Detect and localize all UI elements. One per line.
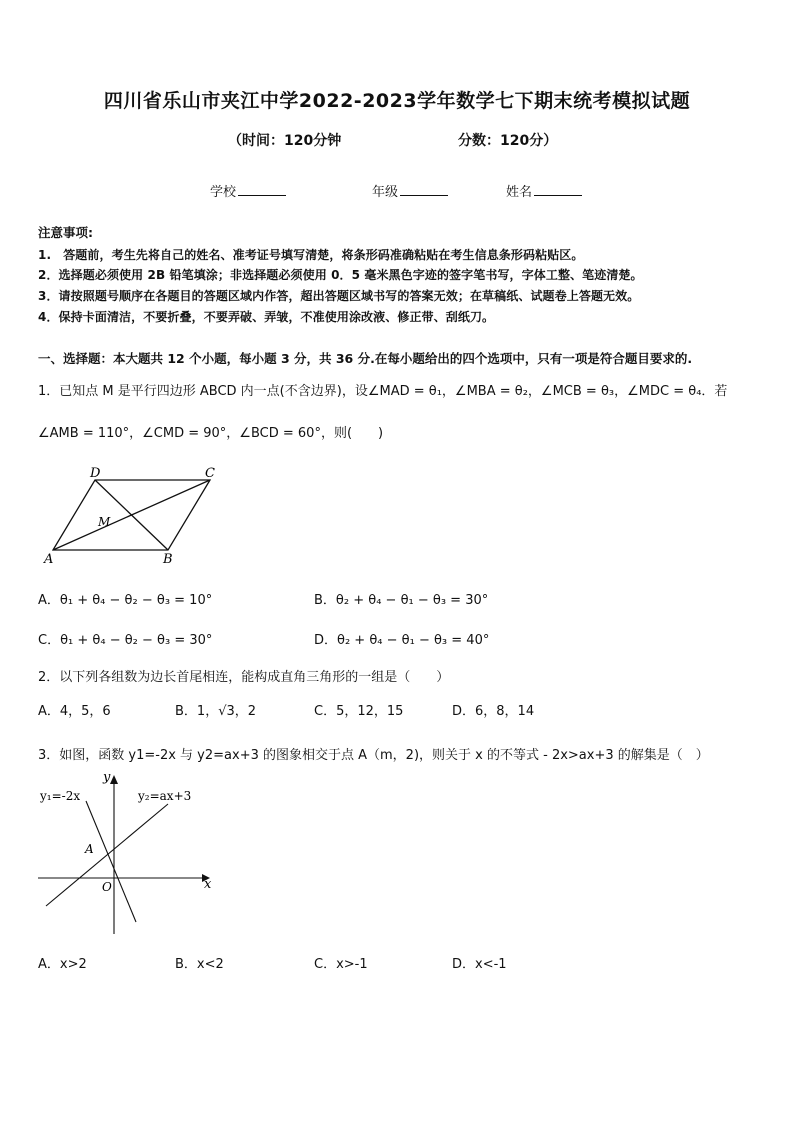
- q1-option-d[interactable]: D．θ₂ + θ₄ − θ₁ − θ₃ = 40°: [314, 633, 490, 648]
- q3-stem: 3．如图，函数 y1=-2x 与 y2=ax+3 的图象相交于点 A（m，2)，则关于 x 的不等式 - 2x>ax+3 的解集是（ ）: [38, 748, 709, 763]
- y1-line-label: y₁=-2x: [40, 789, 81, 803]
- point-a-label: A: [85, 842, 94, 856]
- name-blank[interactable]: [534, 183, 582, 196]
- vertex-b-label: B: [163, 552, 173, 567]
- q2-option-a[interactable]: A．4，5，6: [38, 704, 111, 719]
- page-title: 四川省乐山市夹江中学2022-2023学年数学七下期末统考模拟试题: [103, 90, 691, 112]
- q1-option-c[interactable]: C．θ₁ + θ₄ − θ₂ − θ₃ = 30°: [38, 633, 213, 648]
- q2-option-d[interactable]: D．6，8，14: [452, 704, 535, 719]
- q1-stem-line1: 1．已知点 M 是平行四边形 ABCD 内一点(不含边界)，设∠MAD = θ₁，∠MBA = θ₂，∠MCB = θ₃，∠MDC = θ₄．若: [38, 384, 728, 399]
- y2-line-label: y₂=ax+3: [138, 789, 192, 803]
- note-item: 1. 答题前，考生先将自己的姓名、准考证号填写清楚，将条形码准确粘贴在考生信息条形码粘贴区。: [38, 248, 584, 262]
- note-item: 4．保持卡面清洁，不要折叠，不要弄破、弄皱，不准使用涂改液、修正带、刮纸刀。: [38, 310, 495, 324]
- q3-option-d[interactable]: D．x<-1: [452, 957, 507, 972]
- q3-option-b[interactable]: B．x<2: [175, 957, 224, 972]
- school-field[interactable]: [210, 181, 286, 200]
- name-label: 姓名: [506, 185, 533, 200]
- vertex-c-label: C: [205, 466, 215, 481]
- school-label: 学校: [210, 185, 237, 200]
- school-blank[interactable]: [238, 183, 286, 196]
- vertex-d-label: D: [90, 466, 101, 481]
- q1-option-b[interactable]: B．θ₂ + θ₄ − θ₁ − θ₃ = 30°: [314, 593, 489, 608]
- x-axis-label: x: [204, 877, 212, 892]
- exam-score: 分数：120分）: [458, 133, 558, 149]
- grade-blank[interactable]: [400, 183, 448, 196]
- exam-time: （时间：120分钟: [228, 133, 342, 149]
- parallelogram-figure: [36, 462, 236, 572]
- vertex-a-label: A: [44, 552, 54, 567]
- q2-option-c[interactable]: C．5，12，15: [314, 704, 404, 719]
- notes-heading: 注意事项:: [38, 225, 93, 240]
- y-axis-label: y: [103, 770, 111, 785]
- name-field[interactable]: [506, 181, 582, 200]
- origin-label: O: [102, 880, 112, 894]
- q2-option-b[interactable]: B．1，√3，2: [175, 704, 257, 719]
- section-heading: 一、选择题：本大题共 12 个小题，每小题 3 分，共 36 分.在每小题给出的四个选项中，只有一项是符合题目要求的.: [38, 351, 693, 366]
- note-item: 2．选择题必须使用 2B 铅笔填涂；非选择题必须使用 0．5 毫米黑色字迹的签字笔书写，字体工整、笔迹清楚。: [38, 268, 643, 282]
- grade-field[interactable]: [372, 181, 448, 200]
- q1-option-a[interactable]: A．θ₁ + θ₄ − θ₂ − θ₃ = 10°: [38, 593, 213, 608]
- grade-label: 年级: [372, 185, 399, 200]
- q3-option-c[interactable]: C．x>-1: [314, 957, 368, 972]
- function-graph: [30, 764, 230, 940]
- q1-stem-line2: ∠AMB = 110°，∠CMD = 90°，∠BCD = 60°，则( ): [38, 426, 384, 441]
- note-item: 3．请按照题号顺序在各题目的答题区域内作答，超出答题区域书写的答案无效；在草稿纸、试题卷上答题无效。: [38, 289, 640, 303]
- q3-option-a[interactable]: A．x>2: [38, 957, 87, 972]
- q2-stem: 2．以下列各组数为边长首尾相连，能构成直角三角形的一组是（ ）: [38, 670, 450, 685]
- point-m-label: M: [98, 515, 111, 529]
